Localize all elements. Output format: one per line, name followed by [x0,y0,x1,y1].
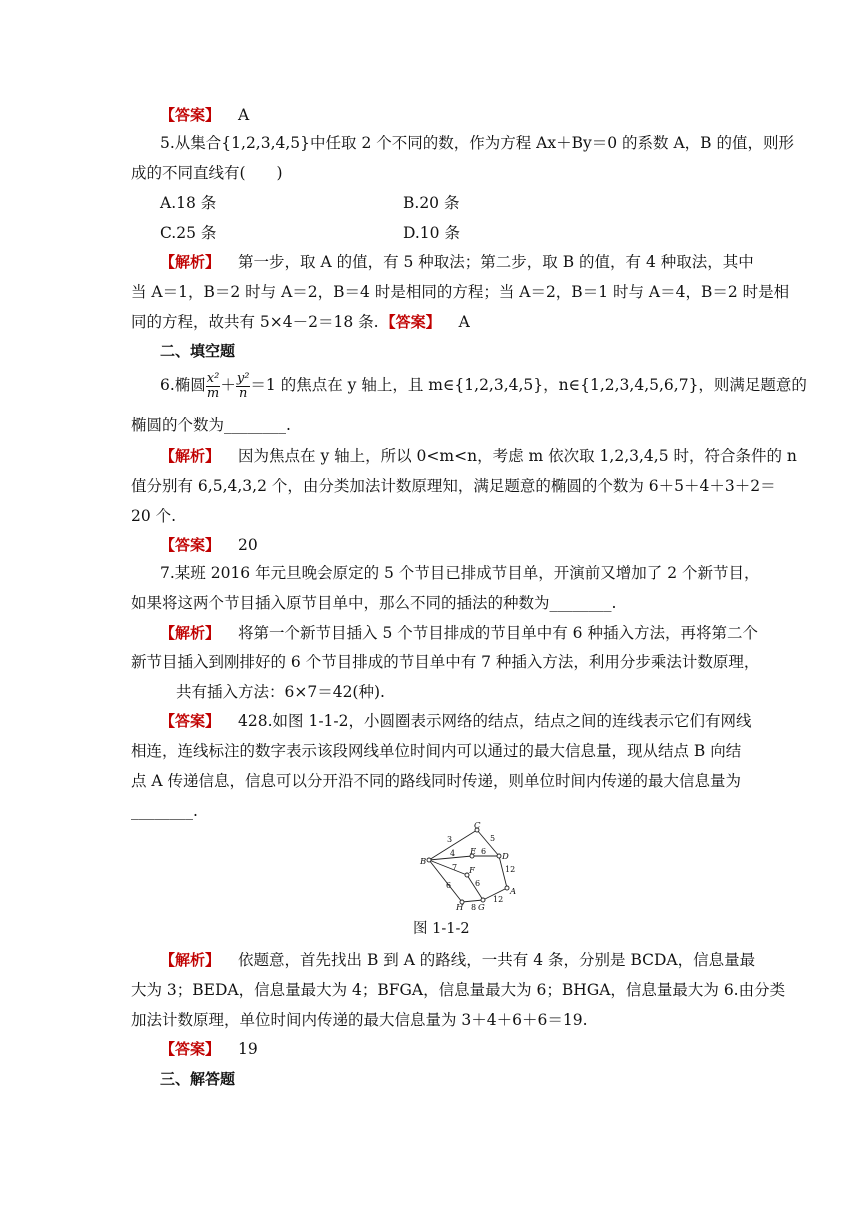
q8-analysis-line-2: 大为 3；BEDA，信息量最大为 4；BFGA，信息量最大为 6；BHGA，信息量最大为 6.由分类 [131,981,786,999]
q6-analysis-line-2: 值分别有 6,5,4,3,2 个，由分类加法计数原理知，满足题意的椭圆的个数为 6＋5＋4＋3＋2＝ [131,477,776,495]
q5-analysis-text-3: 同的方程，故共有 5×4－2＝18 条. [131,313,379,331]
q8-stem-line-2: 相连，连线标注的数字表示该段网线单位时间内可以通过的最大信息量，现从结点 B 向结 [131,742,742,760]
edge-fg-label: 6 [475,879,481,888]
answer-tag: 【答案】 [160,1040,221,1058]
q6-analysis-text-1: 因为焦点在 y 轴上，所以 0<m<n，考虑 m 依次取 1,2,3,4,5 时，符合条件的 n [238,447,797,465]
node-a-label: A [510,887,517,897]
q5-option-c: C.25 条 [160,224,217,242]
q7-analysis-line-1 [160,622,758,644]
q8-analysis-line-1 [160,949,755,971]
q5-analysis-text-1: 第一步，取 A 的值，有 5 种取法；第二步，取 B 的值，有 4 种取法，其中 [238,253,754,271]
node-e-label: E [470,847,477,857]
q5-option-b: B.20 条 [403,194,460,212]
q8-answer-line [160,1038,258,1060]
q6-stem-line-2: 椭圆的个数为________. [131,416,291,434]
edge-da-label: 12 [505,865,516,874]
q5-option-d: D.10 条 [403,224,460,242]
section-2-heading: 二、填空题 [160,342,236,360]
node-c-label: C [474,822,481,831]
q7-analysis-line-3: 共有插入方法：6×7＝42(种). [176,683,385,701]
node-b-label: B [420,857,427,867]
edge-bf-label: 7 [452,863,458,872]
edge-bc-label: 3 [447,835,453,844]
answer-tag: 【答案】 [160,536,221,554]
q5-stem-line-2: 成的不同直线有( ) [131,164,283,182]
q6-analysis-line-3: 20 个. [131,507,177,525]
edge-bh-label: 6 [446,881,452,890]
node-f-label: F [469,866,475,876]
q6-fraction-x [206,372,221,401]
q6-fraction-y-num: y² [236,370,250,386]
q7-answer-q8-line [160,710,752,732]
node-d-label: D [502,852,509,862]
node-a-circle [505,886,509,890]
node-b-circle [427,858,431,862]
q5-analysis-line-1 [160,251,754,273]
answer-tag: 【答案】 [160,106,221,124]
q7-stem-line-2: 如果将这两个节目插入原节目单中，那么不同的插法的种数为________. [131,594,617,612]
q6-answer-line [160,534,258,556]
answer-tag: 【答案】 [380,313,441,331]
q8-analysis-text-1: 依题意，首先找出 B 到 A 的路线，一共有 4 条，分别是 BCDA，信息量最 [238,951,756,969]
q5-stem-line-1: 5.从集合{1,2,3,4,5}中任取 2 个不同的数，作为方程 Ax＋By＝0 的系数 A，B 的值，则形 [160,134,794,152]
q8-analysis-line-3: 加法计数原理，单位时间内传递的最大信息量为 3＋4＋6＋6＝19. [131,1011,588,1029]
q7-answer-and-q8-stem: 428.如图 1-1-2，小圆圈表示网络的结点，结点之间的连线表示它们有网线 [238,712,752,730]
analysis-tag: 【解析】 [160,447,221,465]
q5-analysis-line-2: 当 A＝1，B＝2 时与 A＝2，B＝4 时是相同的方程；当 A＝2，B＝1 时与 A＝4，B＝2 时是相 [131,283,790,301]
edge-hg-label: 8 [471,903,477,912]
answer-tag: 【答案】 [160,712,221,730]
q5-answer: A [458,313,470,331]
q8-stem-line-4: ________. [131,802,198,820]
q7-stem-line-1: 7.某班 2016 年元旦晚会原定的 5 个节目已排成节目单，开演前又增加了 2 个新节目， [160,564,760,582]
edge-ga-label: 12 [493,895,504,904]
q7-analysis-text-1: 将第一个新节目插入 5 个节目排成的节目单中有 6 种插入方法，再将第二个 [238,624,758,642]
section-3-heading: 三、解答题 [160,1070,236,1088]
analysis-tag: 【解析】 [160,951,221,969]
node-h-label: H [456,903,464,913]
node-d-circle [497,854,501,858]
q5-analysis-line-3 [131,311,470,333]
edge-hg [462,900,483,902]
network-diagram [415,822,525,914]
q8-answer: 19 [238,1040,258,1058]
edge-ed-label: 6 [481,847,487,856]
q4-answer-line [160,104,249,126]
q8-stem-line-3: 点 A 传递信息，信息可以分开沿不同的路线同时传递，则单位时间内传递的最大信息量为 [131,772,742,790]
q6-prefix: 6.椭圆 [160,376,206,394]
analysis-tag: 【解析】 [160,253,221,271]
node-g-label: G [478,903,485,913]
q5-option-a: A.18 条 [160,194,217,212]
q6-fraction-y-den: n [238,385,248,401]
edge-cd-label: 5 [490,834,496,843]
q6-analysis-line-1 [160,445,797,467]
q6-fraction-x-num: x² [206,370,220,386]
q6-answer: 20 [238,536,258,554]
q7-analysis-line-2: 新节目插入到刚排好的 6 个节目排成的节目单中有 7 种插入方法，利用分步乘法计数原理， [131,653,760,671]
q6-plus: ＋ [220,376,236,394]
q6-fraction-x-den: m [206,385,220,401]
edge-be-label: 4 [450,849,456,858]
q6-suffix: ＝1 的焦点在 y 轴上，且 m∈{1,2,3,4,5}，n∈{1,2,3,4,5,6,7}，则满足题意的 [250,376,807,394]
figure-caption: 图 1-1-2 [413,921,470,937]
q4-answer: A [238,106,250,124]
analysis-tag: 【解析】 [160,624,221,642]
q6-stem-line-1 [160,368,807,402]
q6-fraction-y [236,372,251,401]
node-g-circle [481,898,485,902]
